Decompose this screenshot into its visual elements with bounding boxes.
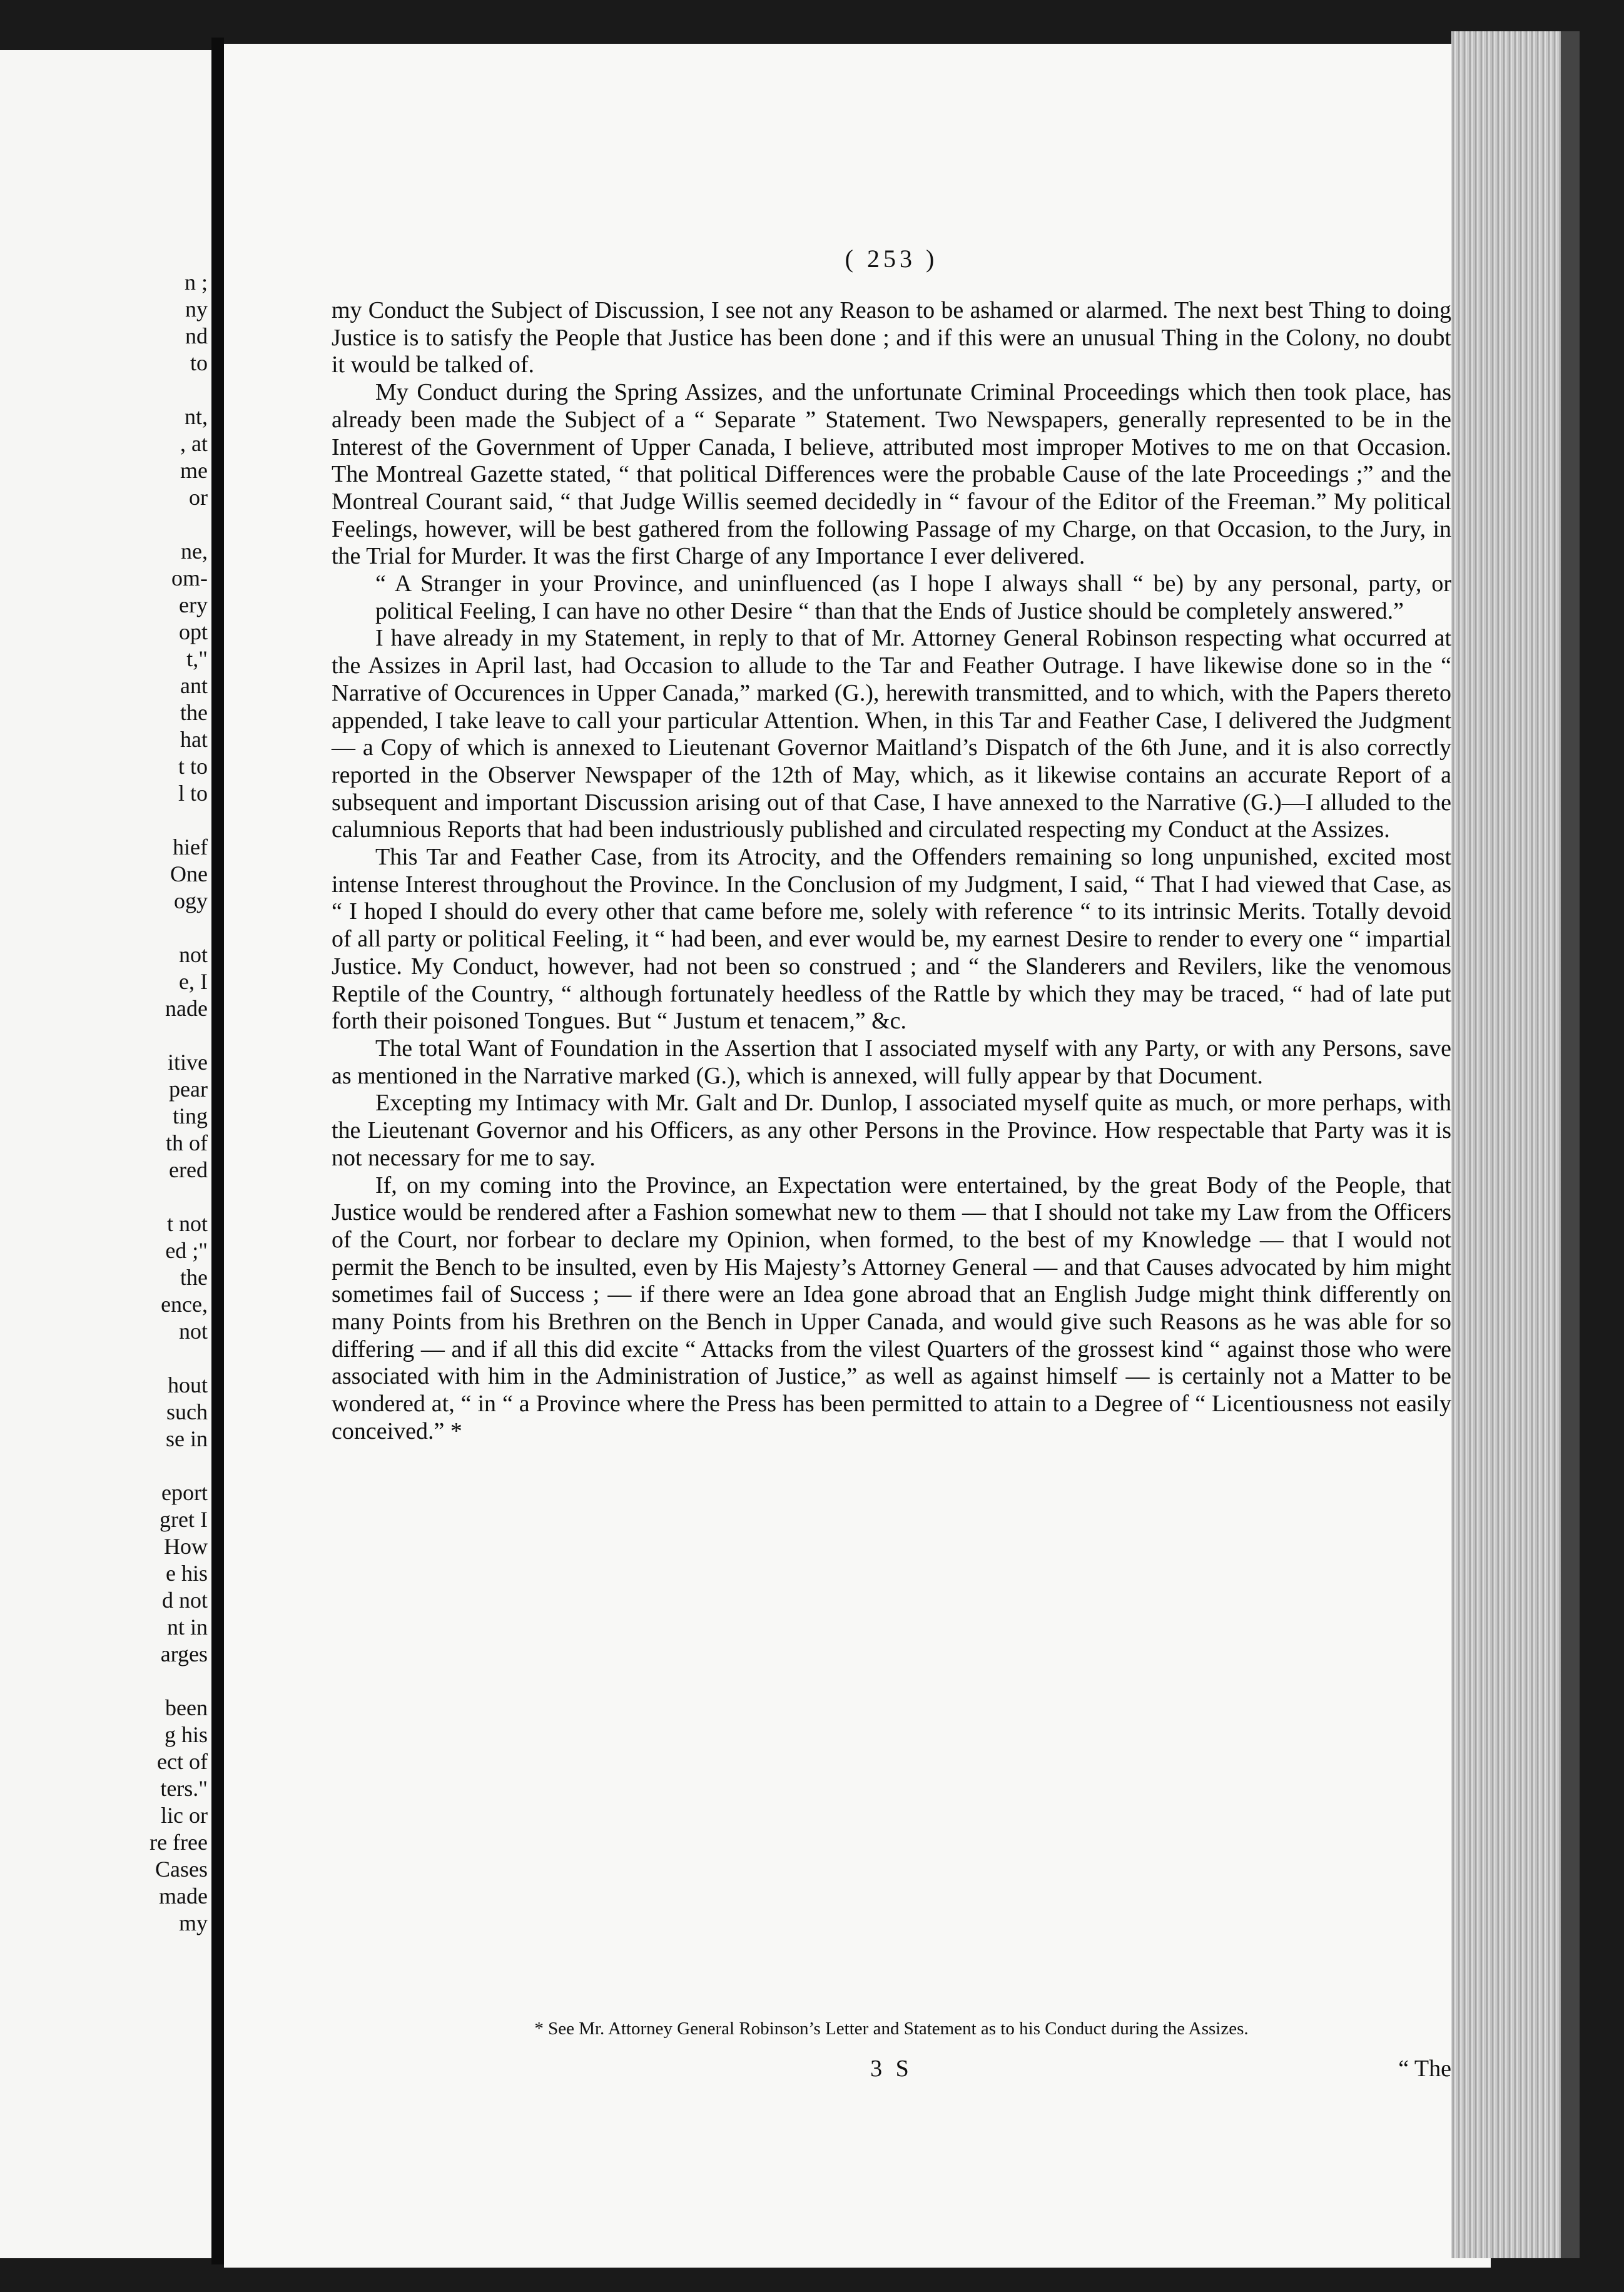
previous-page-line-end: been: [165, 1695, 208, 1720]
previous-page-fragment: [0, 50, 211, 2258]
catchword: “ The: [1398, 2056, 1451, 2082]
previous-page-line-end: my: [178, 1910, 208, 1935]
page-stack-edge: [1451, 31, 1561, 2258]
previous-page-line-end: t to: [178, 754, 208, 779]
previous-page-line-end: [150, 511, 208, 538]
previous-page-line-end: [150, 1184, 208, 1210]
previous-page-line-end: ters.": [160, 1776, 208, 1801]
previous-page-line-end: [150, 1345, 208, 1372]
previous-page-line-end: se in: [166, 1426, 208, 1451]
paragraph: If, on my coming into the Province, an Expectation were entertained, by the great Body of the People, that Justice would be rendered after a Fashion somewhat new to them — that I should not take my Law from the Officers of the Court, nor forbear to declare my Opinion, when formed, to the best of my Knowledge — that I would not permit the Bench to be insulted, even by His Majesty’s Attorney General — and that Causes advocated by him might sometimes fail of Success ; — if there were an Idea gone abroad that an English Judge might think differently on many Points from his Brethren on the Bench in Upper Canada, and would give such Reasons as he was able for so differing — and if all this did excite “ Attacks from the vilest Quarters of the grossest kind “ against those who were associated with him in the Administration of Justice,” as well as against himself — is certainly not a Matter to be wondered at, “ in “ a Province where the Press has been permitted to attain to a Degree of “ Licentiousness not easily conceived.” *: [332, 1172, 1451, 1444]
paragraph: my Conduct the Subject of Discussion, I see not any Reason to be ashamed or alarmed. The next best Thing to doing Justice is to satisfy the People that Justice has been done ; and if this were an unusual Thing in the Colony, no doubt it would be talked of.: [332, 297, 1451, 378]
previous-page-line-end: re free: [150, 1830, 208, 1855]
previous-page-line-end: ect of: [157, 1749, 208, 1774]
book-gutter: [211, 38, 224, 2264]
previous-page-line-end: the: [180, 700, 208, 725]
previous-page-line-end: th of: [166, 1130, 208, 1155]
previous-page-line-end: om-: [171, 565, 208, 591]
page-body: [332, 297, 1451, 1446]
previous-page-line-end: Cases: [155, 1857, 208, 1882]
previous-page-line-end: nt in: [166, 1615, 208, 1640]
previous-page-line-end: eport: [161, 1480, 208, 1505]
previous-page-line-end: ery: [179, 592, 208, 617]
previous-page-line-end: [150, 1453, 208, 1479]
previous-page-line-end: ence,: [161, 1292, 208, 1317]
paragraph: This Tar and Feather Case, from its Atrocity, and the Offenders remaining so long unpunished, excited most intense Interest throughout the Province. In the Conclusion of my Judgment, I said, “ That I had viewed that Case, as “ I hoped I should do every other that came before me, solely with reference “ to its intrinsic Merits. Totally devoid of all party or political Feeling, it “ had been, and ever would be, my earnest Desire to render to every one “ impartial Justice. My Conduct, however, had not been so construed ; and “ the Slanderers and Revilers, like the venomous Reptile of the Country, “ although fortunately heedless of the Rattle by which they may be traced, “ had of late put forth their poisoned Tongues. But “ Justum et tenacem,” &c.: [332, 844, 1451, 1035]
previous-page-line-end: pear: [169, 1077, 208, 1102]
paragraph: The total Want of Foundation in the Assertion that I associated myself with any Party, or with any Persons, save as mentioned in the Narrative marked (G.), which is annexed, will fully appear by that Document.: [332, 1035, 1451, 1089]
previous-page-line-end: ant: [180, 673, 208, 698]
previous-page-line-end: such: [166, 1399, 208, 1424]
previous-page-line-end: ny: [185, 297, 208, 322]
previous-page-line-end: the: [180, 1265, 208, 1290]
previous-page-line-end: g his: [164, 1722, 208, 1747]
block-quote: “ A Stranger in your Province, and uninfluenced (as I hope I always shall “ be) by any personal, party, or political Feeling, I can have no other Desire “ than that the Ends of Justice should be completely answered.”: [375, 570, 1451, 624]
paragraph: Excepting my Intimacy with Mr. Galt and Dr. Dunlop, I associated myself quite as much, or more perhaps, with the Lieutenant Governor and his Officers, as any other Persons in the Province. How respectable that Party was it is not necessary for me to say.: [332, 1090, 1451, 1171]
paragraph: My Conduct during the Spring Assizes, and the unfortunate Criminal Proceedings which then took place, has already been made the Subject of a “ Separate ” Statement. Two Newspapers, generally represented to be in the Interest of the Government of Upper Canada, I believe, attributed most improper Motives to me on that Occasion. The Montreal Gazette stated, “ that political Differences were the probable Cause of the late Proceedings ;” and the Montreal Courant said, “ that Judge Willis seemed decidedly in “ favour of the Editor of the Freeman.” My political Feelings, however, will be best gathered from the following Passage of my Charge, on that Occasion, to the Jury, in the Trial for Murder. It was the first Charge of any Importance I ever delivered.: [332, 379, 1451, 570]
previous-page-line-ends: [150, 269, 208, 1937]
previous-page-line-end: [150, 377, 208, 403]
paragraph: I have already in my Statement, in reply to that of Mr. Attorney General Robinson respecting what occurred at the Assizes in April last, had Occasion to allude to the Tar and Feather Outrage. I have likewise done so in the “ Narrative of Occurences in Upper Canada,” marked (G.), herewith transmitted, and to which, with the Papers thereto appended, I take leave to call your particular Attention. When, in this Tar and Feather Case, I delivered the Judgment — a Copy of which is annexed to Lieutenant Governor Maitland’s Dispatch of the 6th June, and it is also correctly reported in the Observer Newspaper of the 12th of May, which, as it likewise contains an accurate Report of a subsequent and important Discussion arising out of that Case, I have annexed to the Narrative (G.)—I alluded to the calumnious Reports that had been industriously published and circulated respecting my Conduct at the Assizes.: [332, 625, 1451, 843]
page-stack-shadow: [1561, 31, 1580, 2258]
previous-page-line-end: or: [189, 485, 208, 510]
previous-page-line-end: ed ;": [165, 1238, 208, 1263]
previous-page-line-end: d not: [161, 1588, 208, 1613]
previous-page-line-end: gret I: [160, 1507, 208, 1532]
previous-page-line-end: lic or: [161, 1803, 208, 1828]
previous-page-line-end: ting: [172, 1103, 208, 1128]
previous-page-line-end: t,": [186, 646, 208, 671]
previous-page-line-end: not: [178, 942, 208, 967]
previous-page-line-end: e his: [166, 1561, 208, 1586]
previous-page-line-end: hat: [180, 727, 208, 752]
previous-page-line-end: How: [164, 1534, 208, 1559]
previous-page-line-end: me: [180, 458, 208, 483]
previous-page-line-end: l to: [178, 781, 208, 806]
previous-page-line-end: not: [178, 1319, 208, 1344]
previous-page-line-end: opt: [178, 619, 208, 644]
previous-page-line-end: [150, 807, 208, 834]
previous-page-line-end: One: [170, 861, 208, 886]
page-number: ( 253 ): [845, 245, 938, 273]
previous-page-line-end: made: [159, 1884, 208, 1909]
previous-page-line-end: , at: [180, 431, 208, 456]
previous-page-line-end: nd: [185, 323, 208, 348]
footnote: * See Mr. Attorney General Robinson’s Letter and Statement as to his Conduct during the Assizes.: [534, 2019, 1249, 2039]
previous-page-line-end: ered: [169, 1157, 208, 1182]
previous-page-line-end: [150, 1022, 208, 1049]
previous-page-line-end: ne,: [181, 539, 208, 564]
previous-page-line-end: [150, 1668, 208, 1695]
previous-page-line-end: hief: [173, 834, 208, 860]
previous-page-line-end: itive: [168, 1050, 208, 1075]
previous-page-line-end: to: [190, 350, 208, 375]
previous-page-line-end: arges: [160, 1641, 208, 1666]
previous-page-line-end: nt,: [184, 404, 208, 429]
previous-page-line-end: ogy: [174, 888, 208, 913]
previous-page-line-end: hout: [167, 1372, 208, 1397]
previous-page-line-end: n ;: [184, 270, 208, 295]
previous-page-line-end: t not: [166, 1211, 208, 1236]
signature-mark: 3 S: [870, 2056, 913, 2082]
previous-page-line-end: e, I: [179, 969, 208, 994]
book-page: [224, 44, 1491, 2268]
previous-page-line-end: [150, 915, 208, 941]
previous-page-line-end: nade: [165, 996, 208, 1021]
